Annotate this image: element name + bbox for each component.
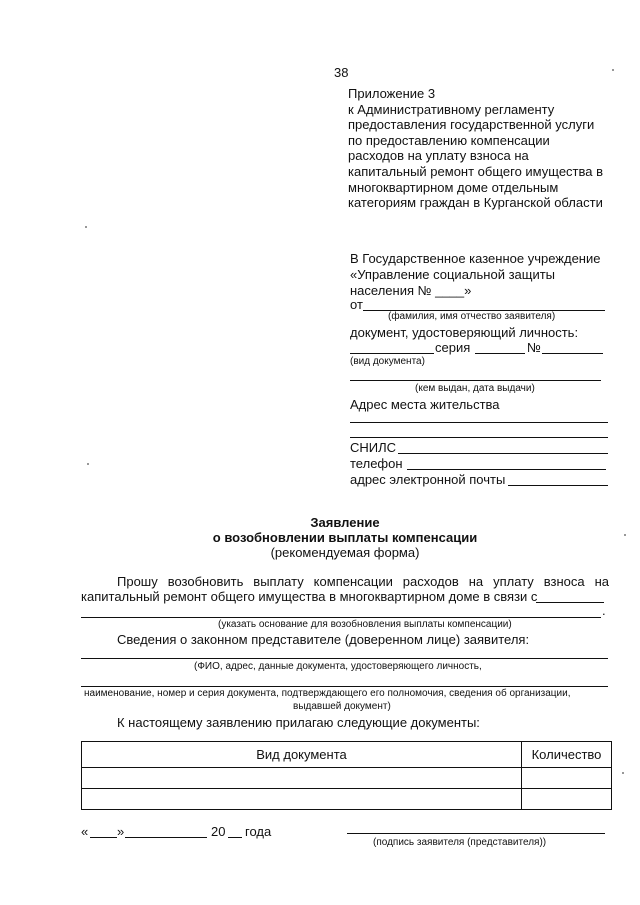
- reason-field-line[interactable]: [81, 617, 601, 618]
- header-document-type: Вид документа: [82, 742, 522, 768]
- appendix-line: многоквартирном доме отдельным: [348, 179, 559, 195]
- appendix-line: категориям граждан в Курганской области: [348, 195, 603, 211]
- email-field-line[interactable]: [508, 485, 608, 486]
- from-label: от: [350, 297, 363, 312]
- date-day-field-line[interactable]: [90, 837, 117, 838]
- email-label: адрес электронной почты: [350, 472, 506, 487]
- appendix-block: [348, 86, 603, 211]
- document-subtitle: о возобновлении выплаты компенсации: [212, 530, 478, 545]
- doc-type-hint: (вид документа): [350, 356, 425, 367]
- addressee-line-1: В Государственное казенное учреждение: [350, 251, 601, 266]
- number-field-line[interactable]: [542, 353, 603, 354]
- year-suffix: года: [245, 824, 272, 839]
- representative-field-line-1[interactable]: [81, 658, 608, 659]
- issued-hint: (кем выдан, дата выдачи): [415, 383, 535, 394]
- quantity-cell[interactable]: [522, 789, 612, 810]
- header-quantity: Количество: [522, 742, 612, 768]
- appendix-title: Приложение 3: [348, 86, 436, 101]
- appendix-line: расходов на уплату взноса на: [348, 148, 529, 164]
- phone-field-line[interactable]: [407, 469, 606, 470]
- date-open-quote: «: [81, 824, 89, 839]
- date-year-field-line[interactable]: [228, 837, 242, 838]
- attachments-label: К настоящему заявлению прилагаю следующие документы:: [117, 715, 480, 730]
- quantity-cell[interactable]: [522, 768, 612, 789]
- representative-hint-2: наименование, номер и серия документа, подтверждающего его полномочия, сведения об организации,: [84, 688, 571, 699]
- scan-speck: [624, 534, 626, 536]
- table-header-row: [82, 742, 612, 768]
- scan-speck: [622, 772, 624, 774]
- request-line-1: Прошу возобновить выплату компенсации расходов на уплату взноса на: [117, 574, 609, 589]
- page-number: 38: [334, 65, 349, 80]
- snils-field-line[interactable]: [398, 453, 608, 454]
- date-close-quote: »: [117, 824, 125, 839]
- signature-hint: (подпись заявителя (представителя)): [373, 837, 547, 848]
- series-field-line[interactable]: [475, 353, 525, 354]
- representative-label: Сведения о законном представителе (доверенном лице) заявителя:: [117, 632, 530, 647]
- year-prefix: 20: [211, 824, 226, 839]
- reason-dot: .: [602, 603, 606, 618]
- documents-table: [81, 741, 612, 810]
- addressee-line-3: населения № ____»: [350, 283, 472, 298]
- appendix-line: капитальный ремонт общего имущества в: [348, 163, 604, 179]
- date-month-field-line[interactable]: [125, 837, 207, 838]
- snils-label: СНИЛС: [350, 440, 397, 455]
- scan-speck: [612, 69, 614, 71]
- appendix-line: предоставления государственной услуги: [348, 117, 595, 133]
- representative-hint-1: (ФИО, адрес, данные документа, удостоверяющего личность,: [194, 661, 482, 672]
- address-label: Адрес места жительства: [350, 397, 500, 412]
- reason-inline-field-line[interactable]: [536, 602, 604, 603]
- document-type-cell[interactable]: [82, 768, 522, 789]
- series-label: серия: [435, 340, 471, 355]
- phone-label: телефон: [350, 456, 403, 471]
- doc-type-field-line[interactable]: [350, 353, 434, 354]
- scan-speck: [85, 226, 87, 228]
- representative-field-line-2[interactable]: [81, 686, 608, 687]
- document-title: Заявление: [310, 515, 380, 530]
- request-line-2: капитальный ремонт общего имущества в многоквартирном доме в связи с: [81, 589, 538, 604]
- address-field-line-2[interactable]: [350, 437, 608, 438]
- form-note: (рекомендуемая форма): [270, 545, 420, 560]
- addressee-line-2: «Управление социальной защиты: [350, 267, 556, 282]
- number-label: №: [527, 340, 541, 355]
- appendix-line: по предоставлению компенсации: [348, 132, 550, 148]
- reason-hint: (указать основание для возобновления выплаты компенсации): [218, 619, 512, 630]
- table-row: [82, 768, 612, 789]
- scan-speck: [87, 463, 89, 465]
- address-field-line-1[interactable]: [350, 422, 608, 423]
- issued-field-line[interactable]: [350, 380, 601, 381]
- document-type-cell[interactable]: [82, 789, 522, 810]
- appendix-line: к Административному регламенту: [348, 101, 555, 117]
- representative-hint-3: выдавшей документ): [293, 701, 391, 712]
- id-document-label: документ, удостоверяющий личность:: [350, 325, 579, 340]
- signature-field-line[interactable]: [347, 833, 605, 834]
- from-hint: (фамилия, имя отчество заявителя): [388, 311, 556, 322]
- table-row: [82, 789, 612, 810]
